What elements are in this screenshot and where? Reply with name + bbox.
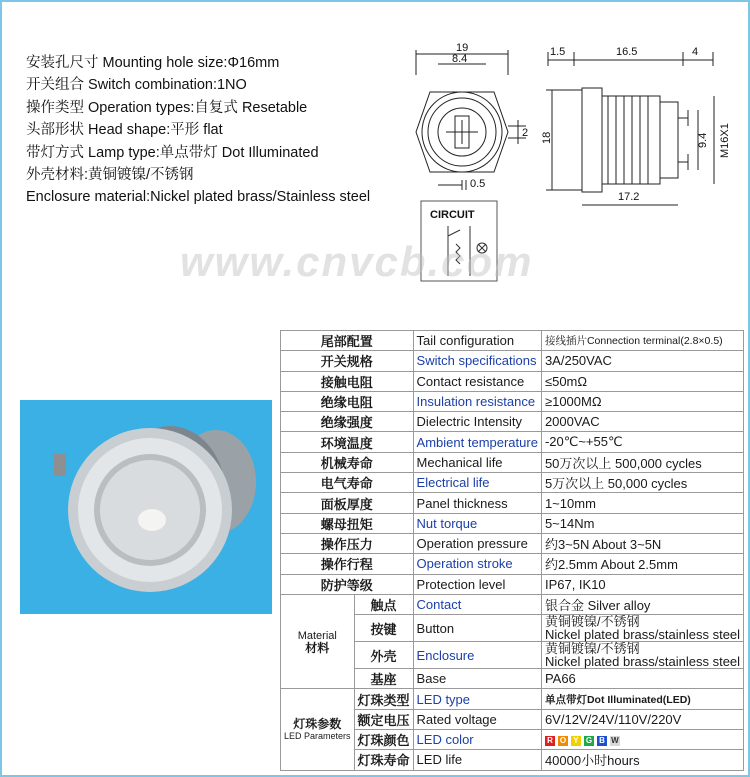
row-label-cn: 防护等级: [281, 574, 414, 594]
table-row: [281, 493, 744, 513]
dim-1-5: 1.5: [550, 46, 566, 58]
material-group-cn: 材料: [305, 640, 330, 655]
row-label-en: Electrical life: [413, 473, 541, 493]
swatch-white: W: [611, 735, 619, 745]
row-label-cn: 灯珠类型: [354, 689, 413, 709]
table-row: [281, 594, 744, 614]
row-label-cn: 外壳: [354, 642, 413, 669]
row-value-cn: 黄铜镀镍/不锈钢: [544, 641, 640, 657]
spec-switch-combination: 开关组合 Switch combination:1NO: [26, 77, 247, 94]
dim-2: 2: [522, 127, 529, 139]
dim-17-2: 17.2: [618, 191, 640, 203]
dim-19: 19: [456, 42, 469, 54]
row-label-cn: 绝缘电阻: [281, 391, 414, 411]
table-row: [281, 351, 744, 371]
row-value: 单点带灯Dot Illuminated(LED): [541, 689, 743, 709]
row-label-en: Dielectric Intensity: [413, 412, 541, 432]
row-label-en: Panel thickness: [413, 493, 541, 513]
row-label-cn: 灯珠寿命: [354, 750, 413, 770]
row-label-en: Button: [413, 615, 541, 642]
row-label-cn: 操作行程: [281, 554, 414, 574]
row-value: 约2.5mm About 2.5mm: [541, 554, 743, 574]
spec-list: [26, 52, 406, 209]
row-label-cn: 环境温度: [281, 432, 414, 452]
led-color-swatches: [541, 730, 743, 750]
row-value: 银合金 Silver alloy: [541, 594, 743, 614]
swatch-green: G: [585, 735, 593, 745]
row-label-cn: 操作压力: [281, 533, 414, 553]
spec-operation-type: 操作类型 Operation types:自复式 Resetable: [26, 99, 308, 116]
dim-8-4: 8.4: [452, 53, 468, 65]
spec-enclosure-cn: 外壳材料:黄铜镀镍/不锈钢: [26, 167, 194, 184]
thread-label: M16X1: [719, 123, 731, 158]
row-label-en: LED color: [413, 730, 541, 750]
row-value: 50万次以上 500,000 cycles: [541, 452, 743, 472]
row-label-cn: 灯珠颜色: [354, 730, 413, 750]
swatch-yellow: Y: [571, 736, 581, 746]
row-label-en: Contact resistance: [413, 371, 541, 391]
row-value: 1~10mm: [541, 493, 743, 513]
led-group-en: LED Parameters: [284, 730, 351, 741]
row-value: 5万次以上 50,000 cycles: [541, 473, 743, 493]
row-value: PA66: [541, 669, 743, 689]
row-label-cn: 机械寿命: [281, 452, 414, 472]
row-label-cn: 螺母扭矩: [281, 513, 414, 533]
table-row: [281, 391, 744, 411]
table-row: [281, 412, 744, 432]
row-label-en: Tail configuration: [413, 331, 541, 351]
row-value-en: Nickel plated brass/stainless steel: [544, 627, 741, 643]
row-label-en: Operation stroke: [413, 554, 541, 574]
table-row: [281, 533, 744, 553]
row-label-cn: 尾部配置: [281, 331, 414, 351]
row-label-en: LED life: [413, 750, 541, 770]
row-value: 3A/250VAC: [541, 351, 743, 371]
spec-head-shape: 头部形状 Head shape:平形 flat: [26, 122, 223, 139]
row-label-cn: 开关规格: [281, 351, 414, 371]
dim-9-4: 9.4: [697, 132, 709, 148]
dim-18: 18: [541, 131, 553, 144]
row-label-en: Enclosure: [413, 642, 541, 669]
swatch-red: R: [545, 736, 555, 746]
spec-table: [280, 330, 744, 771]
table-row: [281, 331, 744, 351]
row-label-cn: 绝缘强度: [281, 412, 414, 432]
swatch-blue: B: [597, 736, 607, 746]
table-row: [281, 689, 744, 709]
dim-4: 4: [692, 46, 699, 58]
dim-0-5: 0.5: [470, 178, 486, 190]
circuit-label: CIRCUIT: [430, 209, 475, 221]
row-label-en: Operation pressure: [413, 533, 541, 553]
row-value: ≥1000MΩ: [541, 391, 743, 411]
material-group-en: Material: [297, 629, 337, 642]
row-value: 接线插片Connection terminal(2.8×0.5): [541, 331, 743, 351]
row-value-cn: 黄铜镀镍/不锈钢: [544, 614, 640, 630]
led-group-label: [281, 689, 355, 770]
row-value: -20℃~+55℃: [541, 432, 743, 452]
watermark: www.cnvcb.com: [180, 238, 534, 285]
row-label-en: Protection level: [413, 574, 541, 594]
row-label-cn: 面板厚度: [281, 493, 414, 513]
row-value: 6V/12V/24V/110V/220V: [541, 709, 743, 729]
table-row: [281, 452, 744, 472]
row-label-cn: 额定电压: [354, 709, 413, 729]
swatch-orange: O: [559, 735, 567, 745]
side-view-drawing: [538, 40, 743, 210]
table-row: [281, 574, 744, 594]
row-value: IP67, IK10: [541, 574, 743, 594]
led-group-cn: 灯珠参数: [293, 716, 342, 731]
row-value: 约3~5N About 3~5N: [541, 533, 743, 553]
row-label-cn: 接触电阻: [281, 371, 414, 391]
spec-enclosure-en: Enclosure material:Nickel plated brass/Stainless steel: [26, 189, 371, 206]
row-value: [541, 615, 743, 642]
table-row: [281, 432, 744, 452]
table-row: [281, 554, 744, 574]
row-label-en: Ambient temperature: [413, 432, 541, 452]
row-label-en: Mechanical life: [413, 452, 541, 472]
row-value: 5~14Nm: [541, 513, 743, 533]
row-label-cn: 电气寿命: [281, 473, 414, 493]
spec-lamp-type: 带灯方式 Lamp type:单点带灯 Dot Illuminated: [26, 144, 319, 161]
row-label-en: Contact: [413, 594, 541, 614]
dim-16-5: 16.5: [616, 46, 638, 58]
row-value: 40000小时hours: [541, 750, 743, 770]
row-label-cn: 基座: [354, 669, 413, 689]
row-label-cn: 按键: [354, 615, 413, 642]
row-label-en: Base: [413, 669, 541, 689]
row-label-en: LED type: [413, 689, 541, 709]
row-value: ≤50mΩ: [541, 371, 743, 391]
table-row: [281, 371, 744, 391]
row-value-en: Nickel plated brass/stainless steel: [544, 654, 741, 670]
row-label-cn: 触点: [354, 594, 413, 614]
front-view-drawing: [408, 40, 538, 200]
spec-mounting-hole: 安装孔尺寸 Mounting hole size:Φ16mm: [26, 55, 280, 71]
row-value: [541, 642, 743, 669]
material-group-label: [281, 594, 355, 689]
row-label-en: Nut torque: [413, 513, 541, 533]
table-row: [281, 473, 744, 493]
row-value: 2000VAC: [541, 412, 743, 432]
table-row: [281, 513, 744, 533]
product-photo: [20, 400, 272, 614]
row-label-en: Rated voltage: [413, 709, 541, 729]
row-label-en: Insulation resistance: [413, 391, 541, 411]
row-label-en: Switch specifications: [413, 351, 541, 371]
